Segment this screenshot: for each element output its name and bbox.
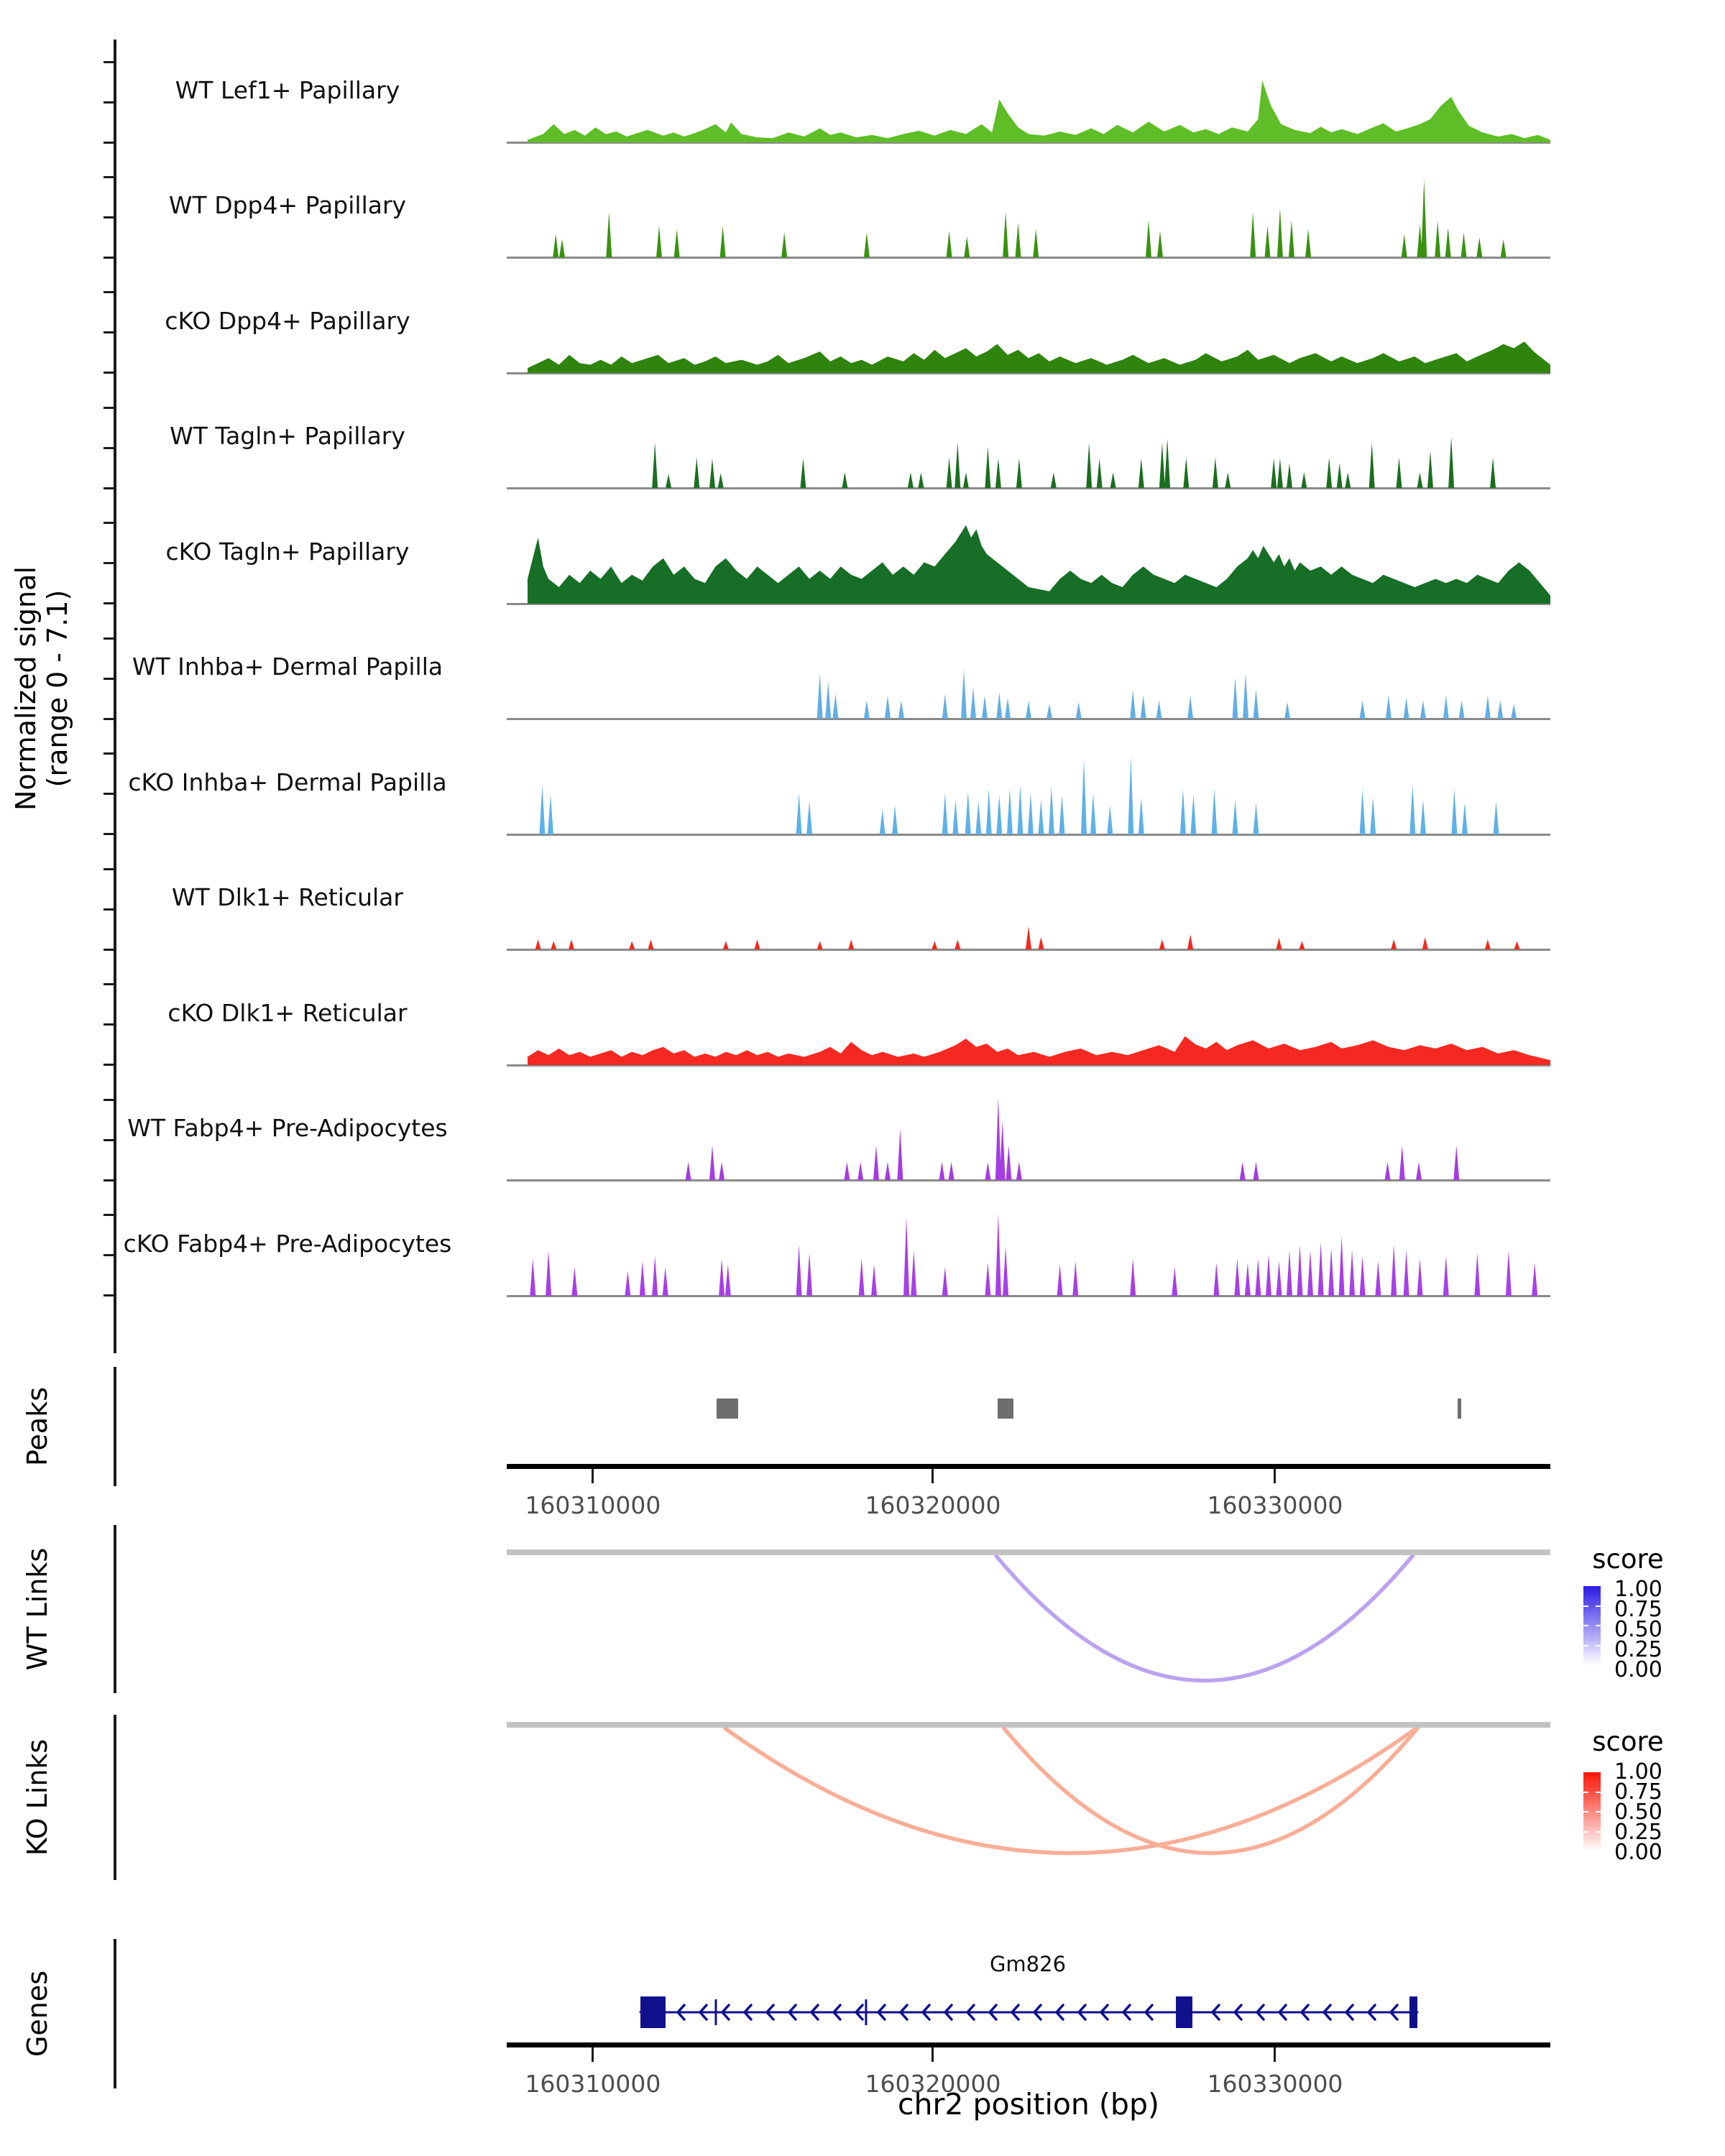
signal-axis-tick [104,868,114,870]
track-signal [507,60,1550,142]
signal-axis-tick [104,833,114,835]
ko-links-arcs [507,1728,1550,1871]
track-signal [507,175,1550,257]
top-axis-tick-label: 160320000 [865,1491,1001,1519]
signal-axis-line [114,40,116,1353]
signal-axis-tick [104,176,114,178]
wt-links-baseline [507,1549,1550,1555]
signal-axis-tick [104,1214,114,1216]
signal-axis-tick [104,718,114,720]
ko-links-section-label: KO Links [22,1738,53,1856]
ko-score-legend-tick-label: 1.00 [1614,1759,1662,1784]
wt-score-legend-gradient-tick [1583,1606,1588,1607]
track-signal [507,1097,1550,1180]
ko-score-legend-title: score [1592,1726,1664,1757]
top-axis-line [507,1464,1550,1469]
track-signal [507,752,1550,834]
wt-score-legend-tick-label: 0.00 [1614,1657,1662,1682]
signal-axis-tick [104,61,114,63]
gene-name-label: Gm826 [989,1952,1067,1976]
track-signal [507,521,1550,604]
wt-score-legend-gradient-tick [1596,1645,1601,1646]
signal-axis-tick [104,949,114,951]
track-signal [507,405,1550,488]
peak-box [1458,1399,1461,1419]
ko-score-legend-tick-label: 0.50 [1614,1800,1662,1825]
gene-model [507,1992,1550,2035]
peak-box [998,1399,1013,1419]
top-axis-tick [932,1469,934,1483]
signal-axis-tick [104,522,114,524]
y-axis-label-line1: Normalized signal [10,566,42,811]
signal-axis-tick [104,487,114,489]
ko-score-legend-gradient-tick [1596,1831,1601,1833]
bottom-axis-tick-label: 160330000 [1207,2070,1343,2098]
bottom-axis-tick [1274,2047,1276,2062]
ko-score-legend-tick-label: 0.00 [1614,1840,1662,1865]
track-label: cKO Dpp4+ Papillary [165,306,410,335]
track-label: WT Tagln+ Papillary [170,422,405,451]
wt-links-arcs [507,1555,1550,1699]
track-label: WT Fabp4+ Pre-Adipocytes [127,1114,448,1143]
wt-score-legend-title: score [1592,1544,1664,1575]
ko-score-legend-gradient-tick [1596,1811,1601,1812]
signal-axis-tick [104,752,114,755]
track-label: WT Dpp4+ Papillary [168,191,407,220]
track-label: WT Lef1+ Papillary [175,76,400,104]
signal-axis-tick [104,602,114,604]
track-label: cKO Dlk1+ Reticular [167,998,408,1027]
peak-box [717,1399,738,1419]
track-label: cKO Tagln+ Papillary [165,537,410,566]
top-axis-tick [592,1469,594,1483]
ko-score-legend-gradient-tick [1583,1831,1588,1833]
track-signal [507,636,1550,719]
signal-axis-tick [104,1099,114,1101]
bottom-axis-line [507,2042,1550,2047]
bottom-axis-tick [592,2047,594,2062]
wt-score-legend-gradient-tick [1583,1645,1588,1646]
bottom-axis-tick-label: 160320000 [865,2070,1001,2098]
signal-axis-tick [104,142,114,144]
ko-score-legend-gradient-tick [1583,1811,1588,1812]
wt-score-legend-tick-label: 0.75 [1614,1597,1662,1622]
wt-score-legend-tick-label: 0.50 [1614,1617,1662,1642]
top-axis-tick-label: 160310000 [525,1491,661,1519]
genes-axis-line [114,1939,116,2088]
peaks-axis-line [114,1367,116,1486]
wt-score-legend-tick-label: 1.00 [1614,1577,1662,1602]
wt-score-legend-gradient-tick [1596,1625,1601,1626]
genes-section-label: Genes [22,1970,53,2058]
bottom-axis-tick-label: 160310000 [525,2070,661,2098]
track-label: WT Inhba+ Dermal Papilla [132,653,443,681]
track-label: cKO Fabp4+ Pre-Adipocytes [123,1229,452,1258]
signal-axis-tick [104,407,114,409]
track-label: cKO Inhba+ Dermal Papilla [128,768,447,796]
top-axis-tick-label: 160330000 [1207,1491,1343,1519]
wt-score-legend-gradient-tick [1583,1625,1588,1626]
signal-axis-tick [104,1179,114,1181]
bottom-axis-tick [932,2047,934,2062]
signal-axis-tick [104,291,114,293]
track-label: WT Dlk1+ Reticular [172,883,403,912]
ko-links-baseline [507,1722,1550,1728]
signal-axis-tick [104,637,114,640]
x-axis-title: chr2 position (bp) [898,2087,1159,2122]
wt-score-legend-gradient-tick [1596,1606,1601,1607]
signal-axis-tick [104,372,114,374]
ko-links-axis-line [114,1715,116,1880]
signal-axis-tick [104,1294,114,1296]
ko-score-legend-gradient-tick [1583,1792,1588,1793]
signal-axis-tick [104,1064,114,1066]
track-signal [507,867,1550,949]
ko-score-legend-tick-label: 0.25 [1614,1820,1662,1845]
y-axis-label-line2: (range 0 - 7.1) [42,589,73,788]
ko-score-legend-gradient-tick [1596,1792,1601,1793]
track-signal [507,1213,1550,1296]
peaks-section-label: Peaks [22,1386,53,1467]
wt-links-section-label: WT Links [22,1547,53,1671]
track-signal [507,982,1550,1065]
signal-axis-tick [104,983,114,985]
signal-axis-tick [104,257,114,259]
wt-score-legend-tick-label: 0.25 [1614,1637,1662,1662]
top-axis-tick [1274,1469,1276,1483]
track-signal [507,290,1550,373]
ko-score-legend-tick-label: 0.75 [1614,1779,1662,1805]
wt-links-axis-line [114,1525,116,1693]
